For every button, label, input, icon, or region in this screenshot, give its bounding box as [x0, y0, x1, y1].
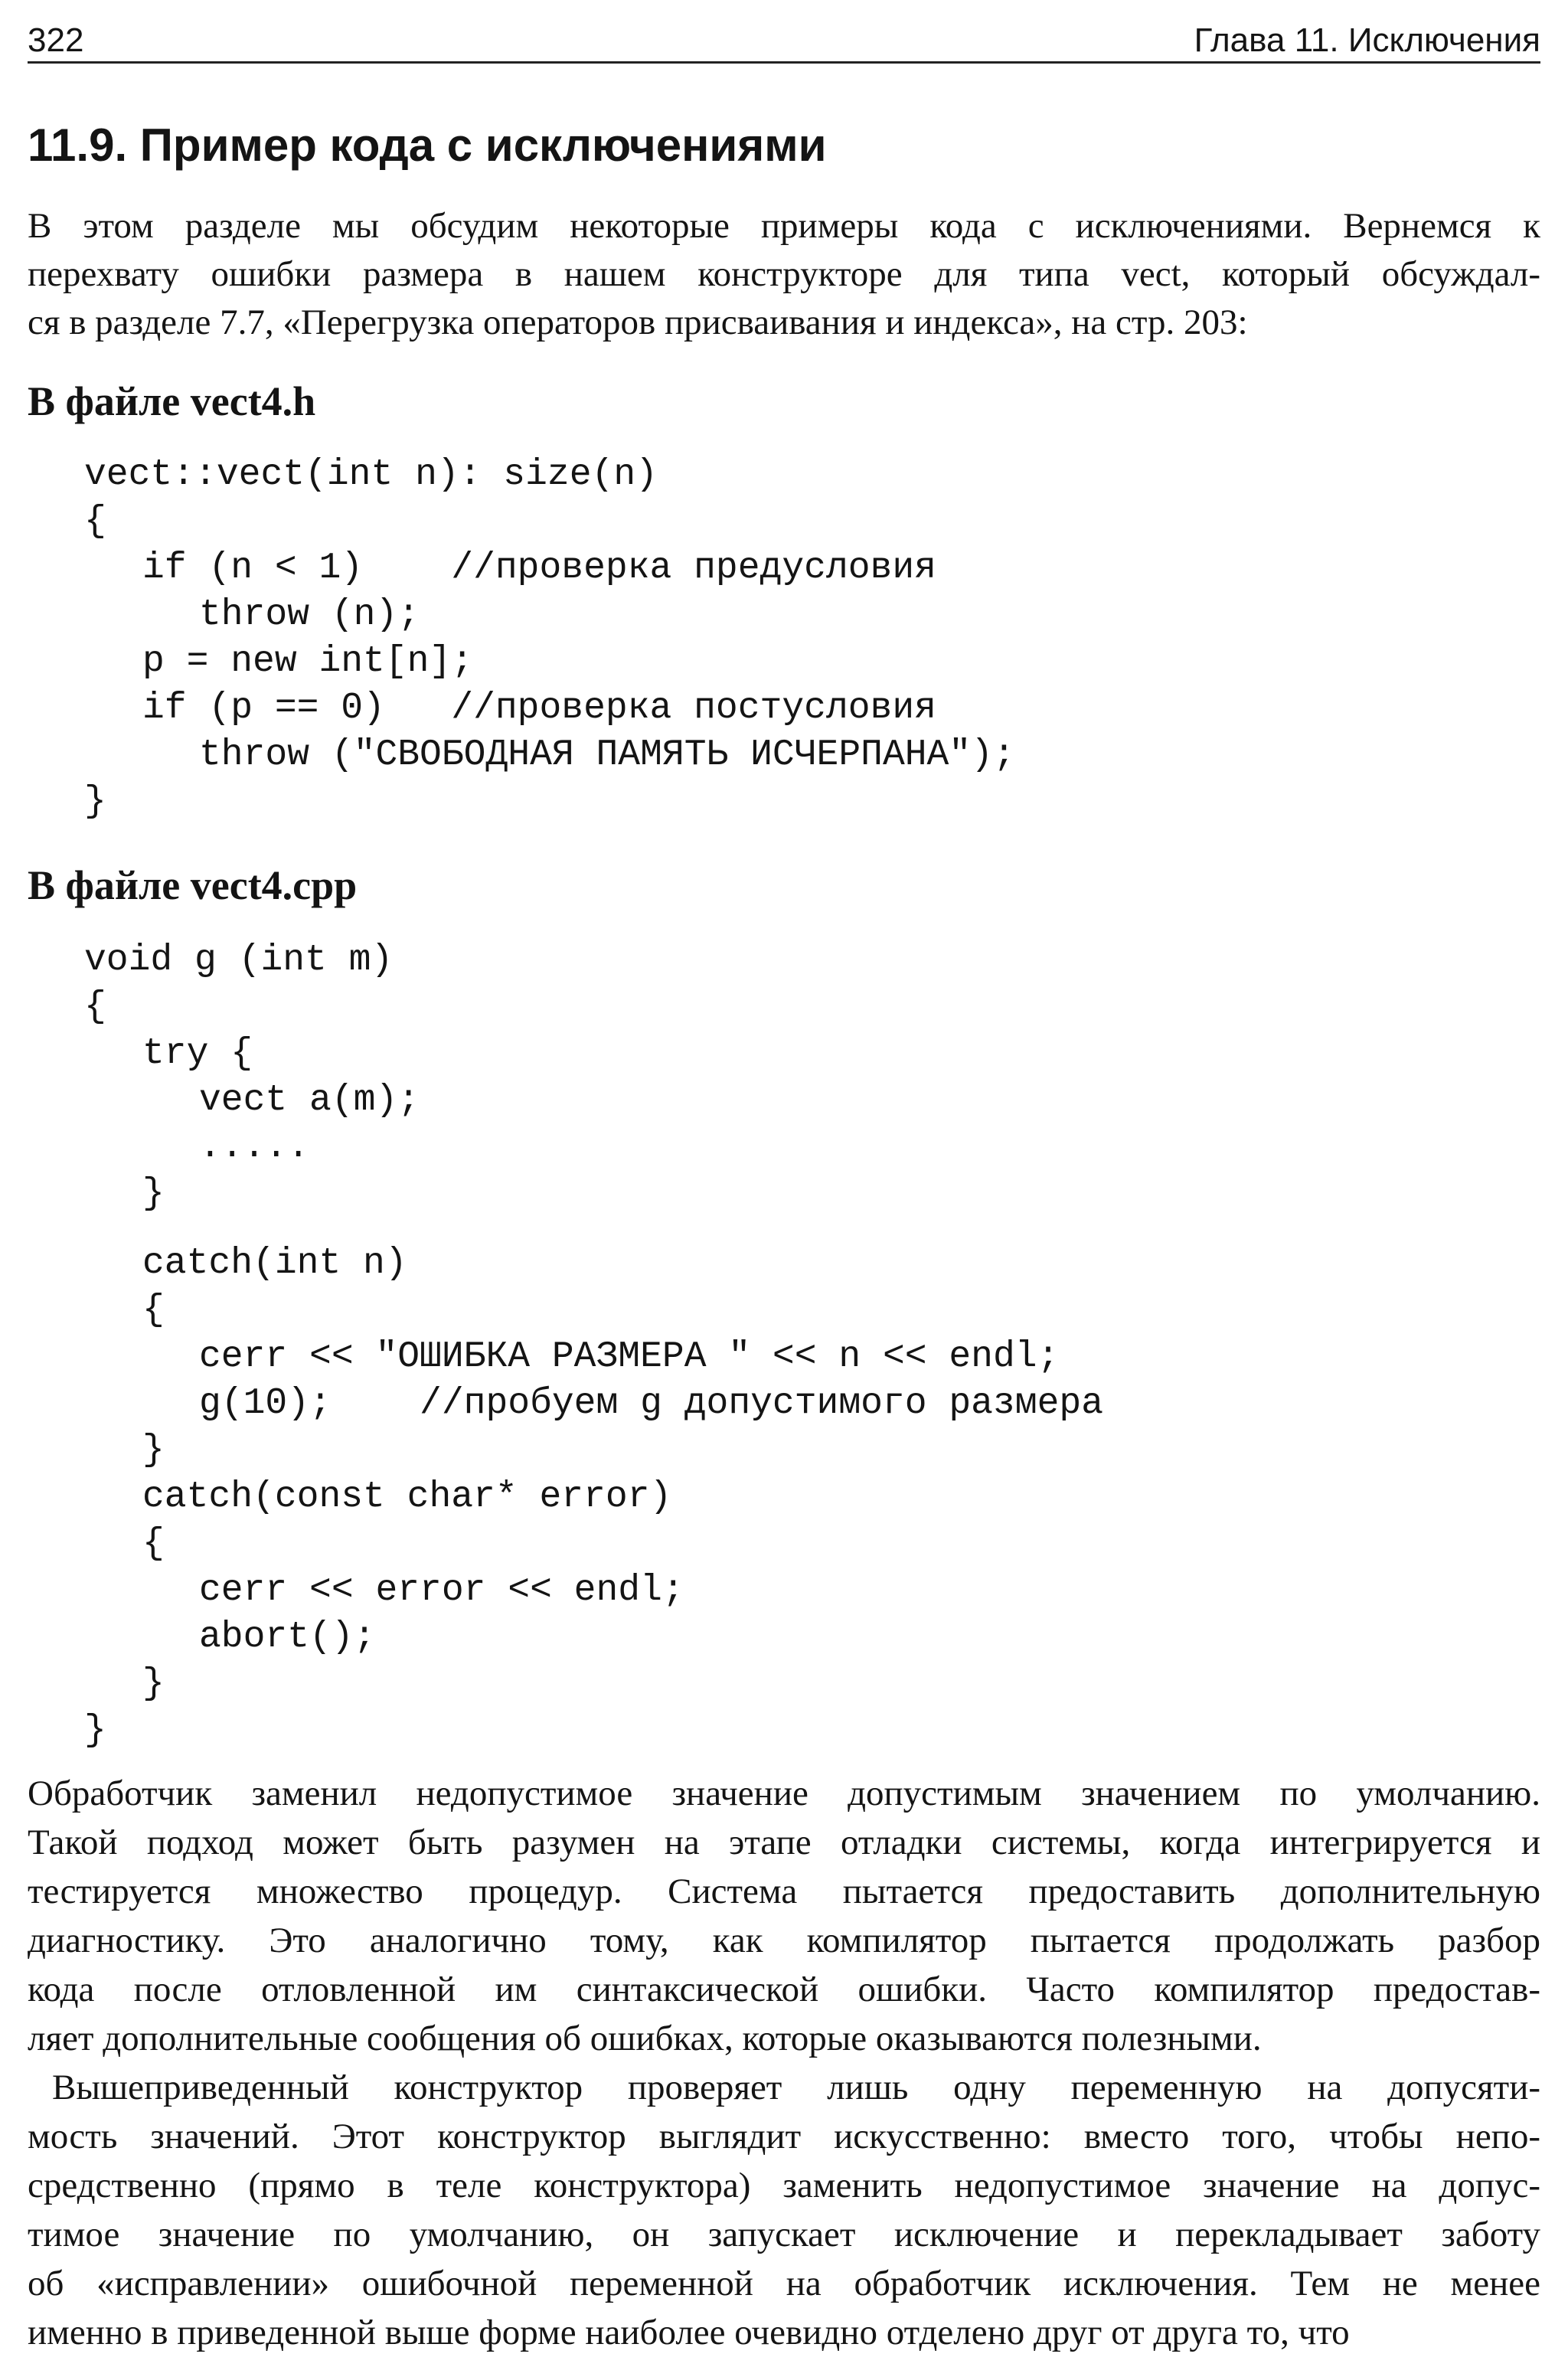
code-line: throw (n);	[199, 594, 420, 636]
text-line: мость значений. Этот конструктор выглядит искусственно: вместо того, чтобы непо-	[28, 2117, 1540, 2156]
text-line: Обработчик заменил недопустимое значение допустимым значением по умолчанию.	[28, 1774, 1540, 1813]
body-text	[28, 1769, 1540, 2357]
code-line: cerr << "ОШИБКА РАЗМЕРА " << n << endl;	[199, 1336, 1060, 1378]
code-line	[84, 1218, 1103, 1241]
code-line: }	[142, 1173, 165, 1215]
text-line: именно в приведенной выше форме наиболее очевидно отделено друг от друга то, что	[28, 2313, 1350, 2352]
code-line: }	[142, 1430, 165, 1471]
code-listing-vect4-cpp	[84, 937, 1103, 1754]
code-line: p = new int[n];	[142, 641, 474, 682]
text-line: Такой подход может быть разумен на этапе отладки системы, когда интегрируется и	[28, 1823, 1540, 1862]
text-line: кода после отловленной им синтаксической ошибки. Часто компилятор предостав-	[28, 1970, 1540, 2009]
text-line: диагностику. Это аналогично тому, как компилятор пытается продолжать разбор	[28, 1921, 1540, 1960]
code-line: vect a(m);	[199, 1080, 420, 1121]
page-number: 322	[28, 21, 84, 59]
code-line: {	[142, 1290, 165, 1331]
code-line: if (p == 0) //проверка постусловия	[142, 688, 936, 729]
code-line: }	[84, 781, 106, 822]
code-line: throw ("СВОБОДНАЯ ПАМЯТЬ ИСЧЕРПАНА");	[199, 734, 1015, 776]
code-line: abort();	[199, 1617, 376, 1658]
text-line: ляет дополнительные сообщения об ошибках, которые оказываются полезными.	[28, 2019, 1262, 2058]
text-line: тестируется множество процедур. Система пытается предоставить дополнительную	[28, 1872, 1540, 1911]
text-line: перехвату ошибки размера в нашем конструкторе для типа vect, который обсуждал-	[28, 254, 1540, 294]
code-line: g(10); //пробуем g допустимого размера	[199, 1383, 1103, 1424]
intro-paragraph	[28, 202, 1540, 347]
code-line: {	[142, 1523, 165, 1564]
code-line: .....	[199, 1126, 310, 1168]
code-line: {	[84, 986, 106, 1028]
code-line: catch(int n)	[142, 1243, 407, 1284]
code-line: }	[142, 1663, 165, 1705]
code-line: }	[84, 1710, 106, 1751]
text-line: ся в разделе 7.7, «Перегрузка операторов присваивания и индекса», на стр. 203:	[28, 302, 1248, 342]
code-line: if (n < 1) //проверка предусловия	[142, 548, 936, 589]
code-line: {	[84, 501, 106, 542]
text-line: тимое значение по умолчанию, он запускает исключение и перекладывает заботу	[28, 2215, 1540, 2254]
heading-vect4-cpp: В файле vect4.cpp	[28, 862, 358, 908]
code-line: catch(const char* error)	[142, 1476, 672, 1518]
code-line: void g (int m)	[84, 940, 394, 981]
text-line: об «исправлении» ошибочной переменной на обработчик исключения. Тем не менее	[28, 2264, 1540, 2303]
section-title: 11.9. Пример кода с исключениями	[28, 119, 827, 171]
text-line: средственно (прямо в теле конструктора) заменить недопустимое значение на допус-	[28, 2166, 1540, 2205]
running-header-chapter: Глава 11. Исключения	[1194, 21, 1540, 59]
code-listing-vect4-h	[84, 452, 1015, 825]
code-line: cerr << error << endl;	[199, 1570, 684, 1611]
code-line: try {	[142, 1033, 253, 1074]
code-line: vect::vect(int n): size(n)	[84, 454, 658, 495]
header-rule	[28, 61, 1540, 64]
heading-vect4-h: В файле vect4.h	[28, 378, 316, 424]
text-line: Вышеприведенный конструктор проверяет лишь одну переменную на допусяти-	[52, 2068, 1540, 2107]
text-line: В этом разделе мы обсудим некоторые примеры кода с исключениями. Вернемся к	[28, 206, 1540, 246]
